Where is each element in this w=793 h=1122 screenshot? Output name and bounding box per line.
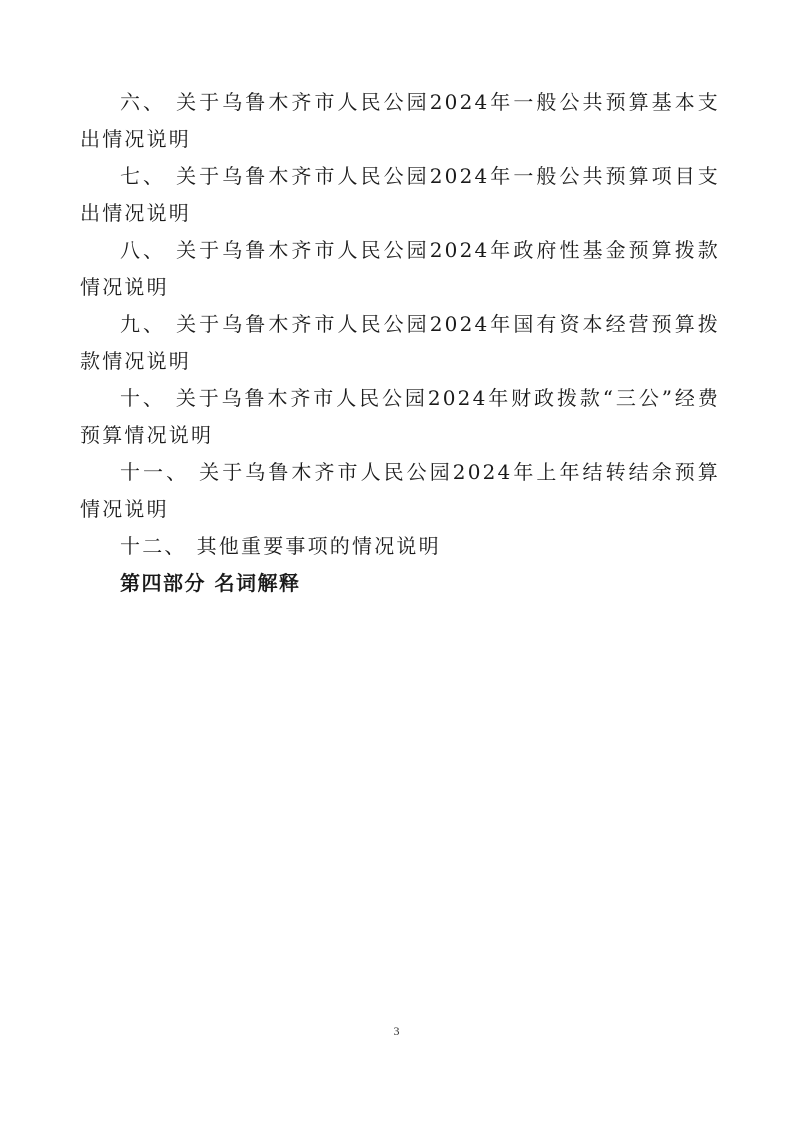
toc-item-text: 关于乌鲁木齐市人民公园2024年一般公共预算基本支出情况说明: [80, 90, 720, 151]
toc-item-number: 六、: [120, 90, 167, 114]
toc-item-number: 十一、: [120, 460, 190, 484]
toc-item-number: 八、: [120, 238, 167, 262]
toc-item-number: 九、: [120, 312, 167, 336]
toc-item-7: [80, 158, 720, 232]
toc-item-number: 十二、: [120, 534, 187, 558]
toc-item-text: 关于乌鲁木齐市人民公园2024年一般公共预算项目支出情况说明: [80, 164, 720, 225]
toc-item-text: 其他重要事项的情况说明: [196, 534, 441, 558]
table-of-contents: [80, 84, 720, 602]
toc-item-10: [80, 380, 720, 454]
toc-item-text: 关于乌鲁木齐市人民公园2024年财政拨款“三公”经费预算情况说明: [80, 386, 720, 447]
toc-item-number: 十、: [120, 386, 166, 410]
toc-item-text: 关于乌鲁木齐市人民公园2024年上年结转结余预算情况说明: [80, 460, 720, 521]
toc-item-12: [80, 528, 720, 565]
section-heading: 第四部分 名词解释: [120, 571, 301, 595]
toc-item-text: 关于乌鲁木齐市人民公园2024年政府性基金预算拨款情况说明: [80, 238, 720, 299]
page-number: 3: [393, 1024, 400, 1038]
toc-item-11: [80, 454, 720, 528]
toc-item-8: [80, 232, 720, 306]
toc-item-6: [80, 84, 720, 158]
toc-item-text: 关于乌鲁木齐市人民公园2024年国有资本经营预算拨款情况说明: [80, 312, 720, 373]
toc-item-9: [80, 306, 720, 380]
toc-item-number: 七、: [120, 164, 167, 188]
